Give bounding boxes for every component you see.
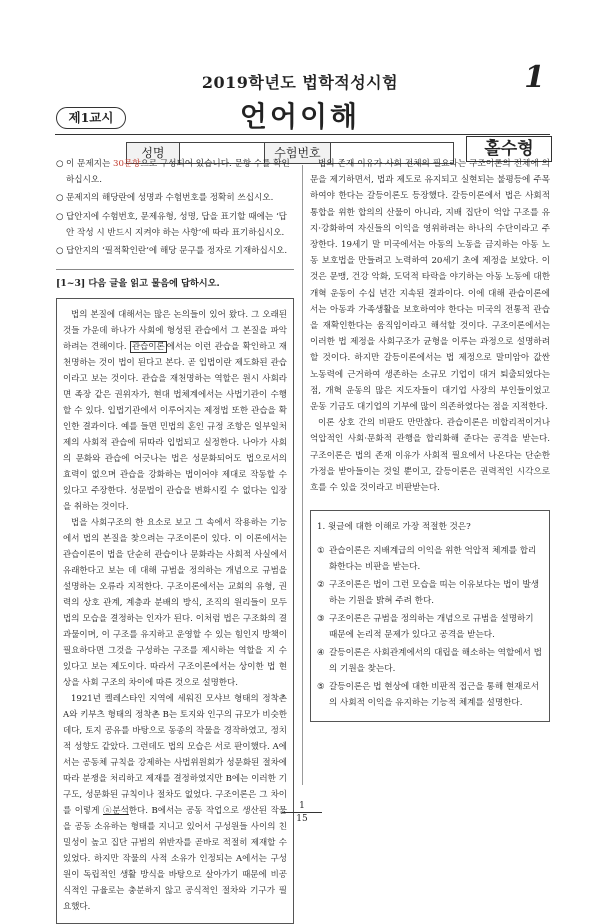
header-rule [55, 134, 550, 135]
notice-bullet: ○ [56, 193, 64, 204]
notice-text: 이 문제지는 [66, 159, 113, 169]
notice-text-post: 으로 구성되어 있습니다. 문항 수를 확인하십시오. [66, 159, 290, 186]
question-box [310, 510, 550, 722]
notice-text: 답안지의 ‘필적확인란’에 해당 문구를 정자로 기재하십시오. [66, 246, 288, 257]
notice-text: 문제지의 해당란에 성명과 수험번호를 정확히 쓰십시오. [66, 193, 274, 204]
notice-item [56, 243, 294, 259]
option-text: 관습이론은 지배계급의 이익을 위한 억압적 체계를 합리화한다는 비판을 받는다. [329, 546, 537, 573]
passage-box-left [56, 298, 294, 924]
footer-current-page: 1 [282, 800, 322, 813]
notice-bullet: ○ [56, 159, 64, 169]
exam-title: 2019학년도 법학적성시험 [201, 73, 399, 92]
passage-paragraph: 이론 상호 간의 비판도 만만찮다. 관습이론은 비합리적이거나 억압적인 사회·문화적 관행을 합리화해 준다는 공격을 받는다. 구조이론은 법의 존재 이유가 사회적 필요에서 나온다는 단순한 가정을 받아들이는 것일 뿐이고, 갈등이론은 권력적인 시각으로 흐를 수 있을 것이라고 비판받는다. [310, 418, 550, 494]
page-footer [282, 800, 322, 824]
notice-bullet: ○ [56, 211, 64, 222]
passage-paragraph: 법을 사회구조의 한 요소로 보고 그 속에서 작용하는 기능에서 법의 본질을 찾으려는 구조이론이 있다. 이 이론에서는 관습이론이 법을 단순히 관습이나 문화라는 사회적 사실에서 유래한다고 보는 데 대해 규범을 정의하는 개념으로 규범을 설명하는 오류라 지적한다. 구조이론에서는 교회의 유형, 권력의 상호 관계, 계층과 분배의 방식, 조직의 원리들이 모두 법의 모습을 결정하는 인자가 된다. 이처럼 법은 구조화의 결과물이며, 이 구조를 유지하고 운영할 수 있는 힘인지 방책이 필요하다면 그것을 구성하는 구조를 제시하는 역할을 지 수 있다고 보는 제도이다. 따라서 구조이론에서는 상이한 법 현상을 사회 구조의 차이에 따른 것으로 설명한다. [63, 518, 287, 689]
column-divider [302, 165, 303, 785]
id-label: 수험번호 [265, 143, 332, 163]
passage-paragraph [63, 307, 287, 515]
form-type-badge: 홀수형 [466, 136, 552, 162]
passage-text: 법의 본질에 대해서는 많은 논의들이 있어 왔다. 그 오래된 것들 가운데 하나가 사회에 형성된 관습에서 그 본질을 파악하려는 견해이다. [63, 310, 287, 353]
answer-option[interactable] [317, 611, 543, 643]
notice-item [56, 209, 294, 241]
name-label: 성명 [127, 143, 180, 163]
notice-divider [56, 269, 294, 270]
notice-list [56, 156, 294, 259]
passage-text: 에서는 이런 관습을 확인하고 재천명하는 것이 법이 된다고 본다. 곧 입법이란 제도화된 관습이라고 보는 것이다. 관습을 재천명하는 역할은 원시 사회라면 족장 같은 권위자가, 현대 법체계에서는 사법기관이 수행할 수 있다. 입법기관에서 이루어지는 제정법 또한 관습을 확인한 결과이다. 예를 들면 민법의 혼인 규정 조항은 일부일처제의 사회적 관습에 뒤따라 입법되고 실정한다. 나아가 사회의 문화와 관습에 어긋나는 법은 성문화되어도 법으로서의 효력이 없으며 관습을 강화하는 법이어야 제대로 작동할 수 있다고 주장한다. 성문법이 관습을 변화시킬 수 없다는 입장을 취하는 것이다. [63, 342, 287, 513]
answer-option[interactable] [317, 645, 543, 677]
option-number: ① [317, 546, 325, 557]
notice-item [56, 190, 294, 206]
passage-paragraph [63, 691, 287, 915]
passage-text: 1921년 켈레스타인 지역에 세워진 모샤브 형태의 정착촌 A와 키부츠 형태의 정착촌 B는 토지와 인구의 규모가 비슷한 데다, 토지 공유를 바탕으로 동종의 작물을 경작하였고, 정치적 성향도 같았다. 그런데도 법의 모습은 서로 판이했다. A에서는 공동체 규칙을 강제하는 사법위원회가 성문화된 절차에 따라 분쟁을 처리하고 제재를 결정하였지만 B에는 이러한 기구도, 성문화된 규칙이나 절차도 없었다. 구조이론은 그 차이를 이렇게 [63, 694, 287, 817]
option-number: ⑤ [317, 682, 325, 693]
passage-paragraph: 법의 존재 이유가 사회 전체의 필요라는 구조이론의 전체에 의문을 제기하면서, 법과 제도로 유지되고 실현되는 불평등에 주목하여야 한다는 갈등이론도 등장했다. 갈등이론에서 법은 사회적 통합을 위한 합의의 산물이 아니라, 지배 집단이 억압 구조를 유지·강화하여 자신들의 이익을 영위하려는 하나의 수단이라고 주장한다. 19세기 말 미국에서는 아동의 노동을 금지하는 아동 노동 보호법을 만들려고 노력하여 20세기 초에 제정을 보았다. 이것은 문맹, 건강 악화, 도덕적 타락을 야기하는 아동 노동에 대한 개혁 운동이 수십 년간 지속된 결과이다. 이에 대해 관습이론에서는 아동과 가족생활을 보호하여야 한다는 미국의 전통적 관습을 재확인한다는 움직임이라고 해석할 것이다. 구조이론에서는 이러한 법 제정을 사회구조가 균형을 이루는 과정으로 설명하려 할 것이다. 하지만 갈등이론에서는 법 제정으로 말미암아 값싼 노동력에 근거하여 생존하는 소규모 기업이 대거 퇴출되었다는 점, 개혁 운동의 많은 지도자들이 대기업 사장의 부인들이었고 운동 기금도 대기업의 기부에 많이 의존하였다는 점을 지적한다. [310, 159, 550, 413]
passage-right [310, 156, 550, 496]
notice-text: 답안지에 수험번호, 문제유형, 성명, 답을 표기할 때에는 ‘답안 작성 시 반드시 지켜야 하는 사항’에 따라 표기하십시오. [66, 211, 287, 238]
option-number: ② [317, 580, 325, 591]
session-badge: 제1교시 [56, 107, 126, 129]
right-column [310, 156, 550, 722]
marked-term: ⓐ분석 [103, 806, 129, 817]
option-text: 갈등이론은 법 현상에 대한 비판적 접근을 통해 현재로서의 사회적 이익을 유지하는 기능적 체계를 설명한다. [329, 682, 540, 709]
notice-accent: 30문항 [112, 159, 141, 169]
answer-option[interactable] [317, 577, 543, 609]
question-instruction: [1~3] 다음 글을 읽고 물음에 답하시오. [56, 278, 220, 290]
subject-title: 언어이해 [239, 100, 361, 133]
option-number: ③ [317, 614, 325, 625]
boxed-term: 관습이론 [131, 342, 165, 353]
option-number: ④ [317, 648, 325, 659]
page-number: 1 [524, 60, 545, 95]
left-column [56, 156, 294, 924]
notice-bullet: ○ [56, 246, 64, 257]
option-text: 구조이론은 법이 그런 모습을 띠는 이유보다는 법이 발생하는 기원을 밝혀 주려 한다. [329, 580, 540, 607]
answer-option[interactable] [317, 679, 543, 711]
footer-total-pages: 15 [296, 814, 308, 824]
passage-text: 한다. B에서는 공동 작업으로 생산된 작물을 공동 소유하는 형태를 지니고 있어서 구성원들 사이의 친밀성이 높고 집단 규범의 위반자를 곧바로 적절히 제재할 수 있었다. 하지만 작물의 사적 소유가 인정되는 A에서는 구성원이 독립적인 생활 방식을 바탕으로 살아가기 때문에 비공식적인 규율로는 충분하지 않고 공식적인 절차와 기구가 필요했다. [63, 806, 287, 913]
question-stem: 1. 윗글에 대한 이해로 가장 적절한 것은? [317, 522, 471, 533]
answer-option[interactable] [317, 543, 543, 575]
notice-item [56, 156, 294, 188]
option-text: 갈등이론은 사회관계에서의 대립을 해소하는 역할에서 법의 기원을 찾는다. [329, 648, 542, 675]
option-text: 구조이론은 규범을 정의하는 개념으로 규범을 설명하기 때문에 논리적 문제가 있다고 공격을 받는다. [329, 614, 534, 641]
